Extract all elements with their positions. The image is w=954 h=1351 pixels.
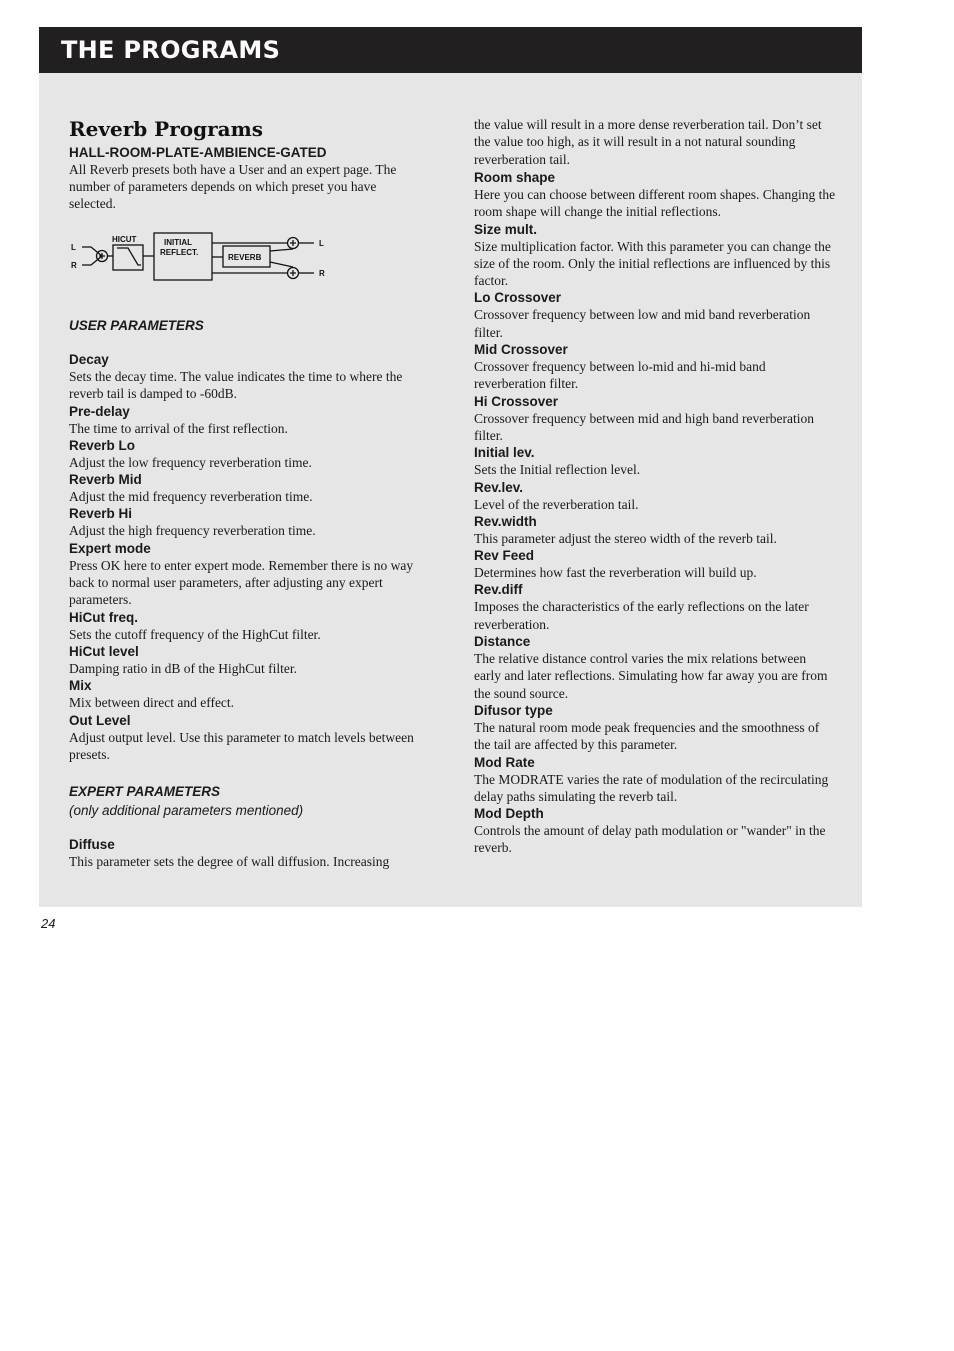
diagram-out-right-label: R: [319, 269, 325, 278]
param-desc: Press OK here to enter expert mode. Remember there is no way back to normal user parameters, after adjusting any expert parameters.: [69, 557, 414, 608]
param-name: Out Level: [69, 712, 131, 728]
section-title: Reverb Programs: [69, 117, 263, 141]
param-desc: Adjust the high frequency reverberation time.: [69, 523, 316, 539]
param-name: Expert mode: [69, 540, 151, 556]
param-name: Distance: [474, 634, 531, 650]
param-size-mult: [474, 221, 836, 290]
reverb-to-out-right: [270, 262, 293, 267]
param-name: Decay: [69, 352, 109, 367]
param-name: Rev.diff: [474, 582, 523, 598]
param-name: Rev.width: [474, 513, 537, 529]
param-desc: Determines how fast the reverberation will build up.: [474, 565, 757, 581]
param-desc: The relative distance control varies the mix relations between early and later reflections. Simulating how far away you are from the sound source.: [474, 651, 828, 701]
output-right-plus: [290, 270, 296, 276]
param-desc: Damping ratio in dB of the HighCut filter.: [69, 660, 297, 676]
diffuse-continuation: the value will result in a more dense reverberation tail. Don’t set the value too high, as it will result in a not natural sounding reverberation tail.: [474, 117, 822, 167]
param-name: Initial lev.: [474, 445, 535, 461]
diagram-in-right-label: R: [71, 261, 77, 270]
param-desc: Crossover frequency between low and mid band reverberation filter.: [474, 307, 811, 340]
param-desc: Sets the Initial reflection level.: [474, 462, 641, 478]
param-hicut-level: [69, 643, 419, 677]
diagram-out-left-label: L: [319, 239, 324, 248]
param-desc: Imposes the characteristics of the early reflections on the later reverberation.: [474, 599, 809, 632]
diagram-hicut-label: HICUT: [112, 235, 137, 244]
page-number: 24: [41, 916, 56, 931]
param-mod-rate: [474, 754, 836, 806]
param-mod-depth: [474, 805, 836, 857]
param-diffuse: [69, 836, 424, 870]
intro-text: All Reverb presets both have a User and an expert page. The number of parameters depends on which preset you have selected.: [69, 162, 397, 212]
diagram-reverb-label: REVERB: [228, 253, 262, 262]
page-header: [39, 27, 862, 73]
hicut-curve: [117, 248, 141, 265]
param-mix: [69, 677, 419, 711]
param-desc: Sets the cutoff frequency of the HighCut filter.: [69, 626, 321, 642]
param-pre-delay: [69, 403, 419, 437]
param-initial-lev: [474, 444, 836, 478]
param-desc: Crossover frequency between mid and high band reverberation filter.: [474, 410, 815, 443]
expert-parameters-note: (only additional parameters mentioned): [69, 803, 304, 818]
param-name: Lo Crossover: [474, 290, 562, 306]
param-name: HiCut level: [69, 643, 139, 659]
expert-parameter-list-left: [69, 836, 424, 870]
param-name: Hi Crossover: [474, 393, 559, 409]
param-reverb-hi: [69, 505, 419, 539]
param-desc: Level of the reverberation tail.: [474, 496, 639, 512]
param-name: Rev Feed: [474, 548, 535, 564]
param-name: Pre-delay: [69, 403, 130, 419]
diagram-in-left-label: L: [71, 243, 76, 252]
param-desc: Here you can choose between different room shapes. Changing the room shape will change the initial reflections.: [474, 187, 836, 220]
param-rev-feed: [474, 547, 836, 581]
param-hi-crossover: [474, 393, 836, 445]
param-name: Rev.lev.: [474, 479, 524, 495]
param-reverb-lo: [69, 437, 419, 471]
param-desc: Adjust the mid frequency reverberation time.: [69, 489, 313, 505]
param-name: Size mult.: [474, 221, 538, 237]
diagram-reflect-label: REFLECT.: [160, 248, 199, 257]
param-name: Mod Rate: [474, 754, 535, 770]
diagram-initial-label: INITIAL: [164, 238, 192, 247]
param-difusor-type: [474, 702, 836, 754]
param-hicut-freq: [69, 609, 419, 643]
param-rev-lev: [474, 479, 836, 513]
param-expert-mode: [69, 540, 419, 609]
param-mid-crossover: [474, 341, 836, 393]
param-desc: The MODRATE varies the rate of modulation of the recirculating delay paths simulating the reverb tail.: [474, 771, 829, 804]
param-name: Reverb Hi: [69, 506, 133, 522]
expert-parameter-list-right: [474, 169, 836, 857]
signal-flow-diagram: [69, 228, 331, 300]
output-left-plus: [290, 240, 296, 246]
param-desc: Adjust output level. Use this parameter to match levels between presets.: [69, 729, 414, 762]
param-name: Room shape: [474, 170, 556, 185]
preset-types-heading: HALL-ROOM-PLATE-AMBIENCE-GATED: [69, 145, 327, 160]
param-distance: [474, 633, 836, 702]
param-desc: This parameter sets the degree of wall diffusion. Increasing: [69, 854, 390, 869]
param-desc: Size multiplication factor. With this parameter you can change the size of the room. Only the initial reflections are influenced by this factor.: [474, 238, 831, 289]
user-parameter-list: [69, 351, 419, 763]
param-reverb-mid: [69, 471, 419, 505]
param-name: Reverb Lo: [69, 437, 136, 453]
reverb-to-out-left: [270, 249, 293, 251]
param-decay: [69, 351, 419, 403]
header-title: THE PROGRAMS: [61, 36, 281, 64]
param-room-shape: [474, 169, 836, 221]
param-desc: Sets the decay time. The value indicates the time to where the reverb tail is damped to -60dB.: [69, 369, 403, 402]
param-rev-diff: [474, 581, 836, 633]
param-desc: Adjust the low frequency reverberation time.: [69, 454, 312, 470]
param-out-level: [69, 712, 419, 764]
param-desc: Controls the amount of delay path modulation or "wander" in the reverb.: [474, 823, 826, 856]
param-desc: The time to arrival of the first reflection.: [69, 420, 288, 436]
param-name: Mod Depth: [474, 806, 544, 822]
param-name: HiCut freq.: [69, 609, 138, 625]
content-panel: [39, 73, 862, 907]
param-desc: This parameter adjust the stereo width of the reverb tail.: [474, 530, 777, 546]
param-name: Reverb Mid: [69, 472, 142, 488]
param-name: Mid Crossover: [474, 342, 568, 358]
param-name: Diffuse: [69, 837, 115, 852]
user-parameters-label: USER PARAMETERS: [69, 318, 204, 333]
param-rev-width: [474, 513, 836, 547]
param-name: Mix: [69, 678, 92, 694]
param-desc: Crossover frequency between lo-mid and hi-mid band reverberation filter.: [474, 359, 766, 392]
param-name: Difusor type: [474, 702, 553, 718]
param-desc: Mix between direct and effect.: [69, 695, 235, 711]
param-lo-crossover: [474, 289, 836, 341]
expert-parameters-label: EXPERT PARAMETERS: [69, 784, 221, 799]
param-desc: The natural room mode peak frequencies and the smoothness of the tail are affected by this parameter.: [474, 719, 820, 753]
